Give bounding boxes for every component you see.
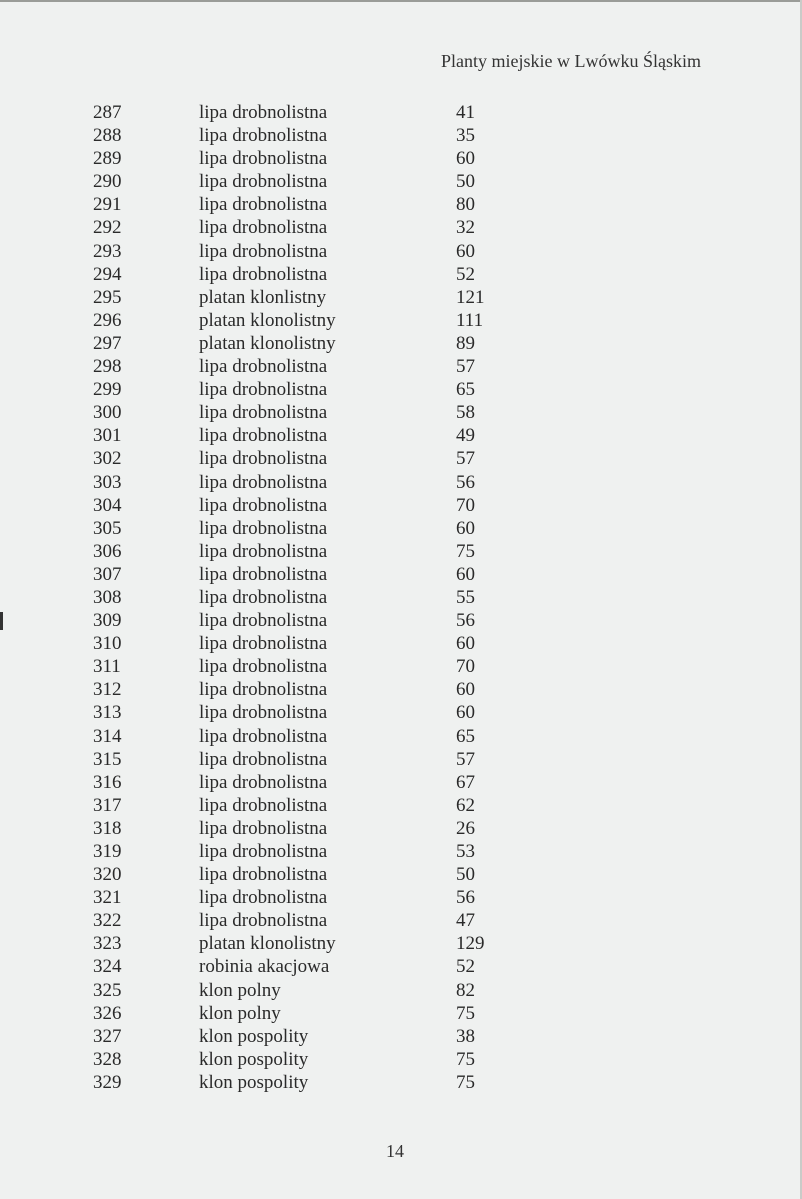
tree-species: lipa drobnolistna	[199, 679, 328, 701]
table-row	[0, 609, 600, 632]
table-row	[0, 817, 600, 840]
tree-species: klon pospolity	[199, 1025, 309, 1047]
tree-species: lipa drobnolistna	[199, 125, 328, 147]
tree-number: 324	[93, 956, 122, 978]
table-row	[0, 586, 600, 609]
tree-species: lipa drobnolistna	[199, 586, 328, 608]
tree-number: 320	[93, 864, 122, 886]
tree-number: 327	[93, 1025, 122, 1047]
tree-number: 314	[93, 725, 122, 747]
tree-measurement: 75	[456, 1048, 475, 1070]
tree-number: 303	[93, 471, 122, 493]
table-row	[0, 332, 600, 355]
tree-inventory-table	[0, 101, 600, 1094]
table-row	[0, 263, 600, 286]
tree-measurement: 41	[456, 102, 475, 123]
scan-top-edge	[0, 0, 802, 2]
tree-number: 323	[93, 933, 122, 955]
tree-measurement: 60	[456, 702, 475, 724]
tree-number: 313	[93, 702, 122, 724]
table-row	[0, 794, 600, 817]
table-row	[0, 494, 600, 517]
tree-species: lipa drobnolistna	[199, 356, 328, 378]
tree-species: lipa drobnolistna	[199, 817, 328, 839]
tree-number: 290	[93, 171, 122, 193]
tree-measurement: 52	[456, 956, 475, 978]
table-row	[0, 955, 600, 978]
table-row	[0, 771, 600, 794]
table-row	[0, 378, 600, 401]
tree-number: 309	[93, 610, 122, 632]
tree-number: 300	[93, 402, 122, 424]
tree-species: platan klonolistny	[199, 933, 336, 955]
tree-species: lipa drobnolistna	[199, 379, 328, 401]
tree-number: 305	[93, 517, 122, 539]
tree-species: lipa drobnolistna	[199, 702, 328, 724]
tree-measurement: 47	[456, 910, 475, 932]
table-row	[0, 1002, 600, 1025]
tree-measurement: 60	[456, 679, 475, 701]
tree-species: platan klonolistny	[199, 309, 336, 331]
tree-measurement: 26	[456, 817, 475, 839]
table-row	[0, 632, 600, 655]
tree-species: lipa drobnolistna	[199, 748, 328, 770]
tree-species: lipa drobnolistna	[199, 471, 328, 493]
table-row	[0, 309, 600, 332]
tree-measurement: 58	[456, 402, 475, 424]
table-row	[0, 748, 600, 771]
tree-species: lipa drobnolistna	[199, 610, 328, 632]
tree-measurement: 57	[456, 448, 475, 470]
tree-measurement: 65	[456, 379, 475, 401]
tree-measurement: 38	[456, 1025, 475, 1047]
tree-measurement: 82	[456, 979, 475, 1001]
table-row	[0, 401, 600, 424]
tree-species: klon pospolity	[199, 1071, 309, 1093]
tree-species: robinia akacjowa	[199, 956, 330, 978]
tree-number: 315	[93, 748, 122, 770]
tree-species: lipa drobnolistna	[199, 864, 328, 886]
tree-number: 301	[93, 425, 122, 447]
tree-number: 302	[93, 448, 122, 470]
tree-number: 298	[93, 356, 122, 378]
tree-measurement: 53	[456, 841, 475, 862]
tree-species: klon polny	[199, 1002, 281, 1024]
table-row	[0, 424, 600, 447]
tree-species: lipa drobnolistna	[199, 194, 328, 216]
tree-number: 316	[93, 771, 122, 793]
tree-number: 310	[93, 633, 122, 655]
tree-species: lipa drobnolistna	[199, 841, 328, 862]
table-row	[0, 170, 600, 193]
tree-number: 307	[93, 563, 122, 585]
tree-measurement: 56	[456, 471, 475, 493]
running-header: Planty miejskie w Lwówku Śląskim	[441, 51, 701, 71]
table-row	[0, 725, 600, 748]
tree-number: 319	[93, 841, 122, 862]
table-row	[0, 701, 600, 724]
tree-measurement: 75	[456, 1071, 475, 1093]
tree-measurement: 60	[456, 563, 475, 585]
tree-number: 295	[93, 286, 122, 308]
tree-number: 321	[93, 887, 122, 909]
tree-measurement: 111	[456, 309, 484, 331]
tree-measurement: 49	[456, 425, 475, 447]
tree-number: 318	[93, 817, 122, 839]
table-row	[0, 563, 600, 586]
tree-number: 311	[93, 656, 121, 678]
table-row	[0, 101, 600, 124]
tree-measurement: 89	[456, 332, 475, 354]
table-row	[0, 886, 600, 909]
tree-measurement: 129	[456, 933, 485, 955]
tree-number: 287	[93, 102, 122, 123]
tree-number: 322	[93, 910, 122, 932]
tree-number: 299	[93, 379, 122, 401]
tree-measurement: 52	[456, 263, 475, 285]
tree-measurement: 60	[456, 148, 475, 170]
tree-measurement: 57	[456, 356, 475, 378]
tree-species: lipa drobnolistna	[199, 725, 328, 747]
tree-number: 288	[93, 125, 122, 147]
tree-species: lipa drobnolistna	[199, 656, 328, 678]
tree-measurement: 55	[456, 586, 475, 608]
table-row	[0, 909, 600, 932]
tree-number: 312	[93, 679, 122, 701]
tree-number: 289	[93, 148, 122, 170]
tree-number: 328	[93, 1048, 122, 1070]
tree-number: 306	[93, 540, 122, 562]
tree-number: 326	[93, 1002, 122, 1024]
table-row	[0, 840, 600, 863]
tree-measurement: 62	[456, 794, 475, 816]
table-row	[0, 540, 600, 563]
tree-measurement: 57	[456, 748, 475, 770]
tree-species: lipa drobnolistna	[199, 494, 328, 516]
tree-number: 296	[93, 309, 122, 331]
tree-species: lipa drobnolistna	[199, 794, 328, 816]
tree-measurement: 56	[456, 610, 475, 632]
tree-measurement: 75	[456, 540, 475, 562]
tree-number: 304	[93, 494, 122, 516]
tree-species: lipa drobnolistna	[199, 910, 328, 932]
tree-species: lipa drobnolistna	[199, 887, 328, 909]
tree-species: platan klonlistny	[199, 286, 327, 308]
tree-number: 329	[93, 1071, 122, 1093]
tree-measurement: 67	[456, 771, 475, 793]
table-row	[0, 471, 600, 494]
table-row	[0, 932, 600, 955]
tree-number: 308	[93, 586, 122, 608]
table-row	[0, 355, 600, 378]
tree-species: lipa drobnolistna	[199, 425, 328, 447]
tree-number: 325	[93, 979, 122, 1001]
tree-measurement: 60	[456, 240, 475, 262]
table-row	[0, 124, 600, 147]
table-row	[0, 863, 600, 886]
tree-number: 297	[93, 332, 122, 354]
table-row	[0, 286, 600, 309]
tree-measurement: 80	[456, 194, 475, 216]
tree-species: lipa drobnolistna	[199, 448, 328, 470]
table-row	[0, 1048, 600, 1071]
tree-measurement: 65	[456, 725, 475, 747]
tree-measurement: 60	[456, 633, 475, 655]
tree-measurement: 32	[456, 217, 475, 239]
tree-measurement: 121	[456, 286, 485, 308]
tree-species: klon pospolity	[199, 1048, 309, 1070]
table-row	[0, 216, 600, 239]
tree-measurement: 60	[456, 517, 475, 539]
tree-species: lipa drobnolistna	[199, 102, 328, 123]
tree-species: lipa drobnolistna	[199, 217, 328, 239]
table-row	[0, 240, 600, 263]
tree-species: lipa drobnolistna	[199, 633, 328, 655]
table-row	[0, 1025, 600, 1048]
tree-species: lipa drobnolistna	[199, 402, 328, 424]
tree-measurement: 56	[456, 887, 475, 909]
tree-number: 317	[93, 794, 122, 816]
table-row	[0, 655, 600, 678]
tree-species: klon polny	[199, 979, 281, 1001]
tree-measurement: 75	[456, 1002, 475, 1024]
tree-number: 291	[93, 194, 122, 216]
tree-measurement: 50	[456, 864, 475, 886]
table-row	[0, 517, 600, 540]
tree-species: lipa drobnolistna	[199, 263, 328, 285]
tree-species: lipa drobnolistna	[199, 540, 328, 562]
tree-number: 292	[93, 217, 122, 239]
table-row	[0, 678, 600, 701]
table-row	[0, 979, 600, 1002]
tree-species: lipa drobnolistna	[199, 171, 328, 193]
table-row	[0, 193, 600, 216]
tree-measurement: 70	[456, 656, 475, 678]
tree-measurement: 35	[456, 125, 475, 147]
tree-species: lipa drobnolistna	[199, 148, 328, 170]
tree-species: platan klonolistny	[199, 332, 336, 354]
tree-species: lipa drobnolistna	[199, 517, 328, 539]
table-row	[0, 447, 600, 470]
tree-number: 293	[93, 240, 122, 262]
tree-measurement: 50	[456, 171, 475, 193]
tree-number: 294	[93, 263, 122, 285]
table-row	[0, 147, 600, 170]
page-number: 14	[386, 1141, 404, 1161]
tree-species: lipa drobnolistna	[199, 563, 328, 585]
tree-measurement: 70	[456, 494, 475, 516]
table-row	[0, 1071, 600, 1094]
tree-species: lipa drobnolistna	[199, 240, 328, 262]
tree-species: lipa drobnolistna	[199, 771, 328, 793]
